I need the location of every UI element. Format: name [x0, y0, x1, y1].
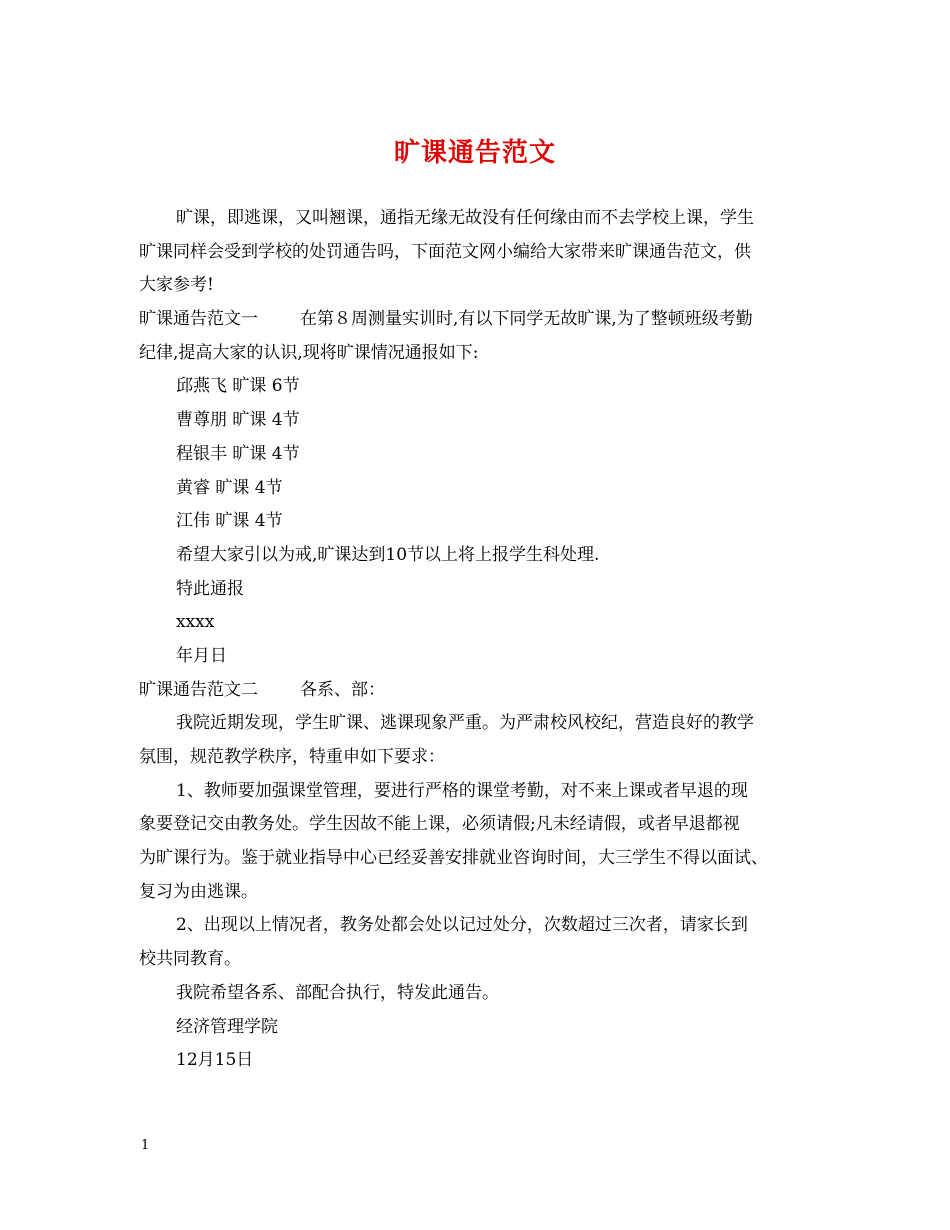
document-body	[139, 202, 819, 1078]
student-row: 邱燕飞 旷课 6节	[176, 376, 300, 397]
section2-item1-line-2: 象要登记交由教务处。学生因故不能上课，必须请假;凡未经请假，或者早退都视	[139, 814, 740, 835]
page-title: 旷课通告范文	[393, 138, 556, 168]
section2-heading-line	[139, 674, 819, 708]
intro-line-1: 旷课，即逃课，又叫翘课，通指无缘无故没有任何缘由而不去学校上课，学生	[176, 208, 754, 228]
section2-addressee: 各系、部：	[300, 679, 385, 700]
section1-second-line: 纪律,提高大家的认识,现将旷课情况通报如下:	[139, 342, 479, 363]
section2-item2-line-1: 2、出现以上情况者，教务处都会处以记过处分，次数超过三次者，请家长到	[176, 915, 748, 936]
section1-heading-line	[139, 303, 819, 337]
section2-closing: 我院希望各系、部配合执行，特发此通告。	[176, 982, 499, 1003]
section1-first-line: 在第８周测量实训时,有以下同学无故旷课,为了整顿班级考勤	[300, 309, 753, 330]
section1-date: 年月日	[176, 645, 227, 666]
section2-paragraph1-line-1: 我院近期发现，学生旷课、逃课现象严重。为严肃校风校纪，营造良好的教学	[176, 713, 754, 734]
student-row: 黄睿 旷课 4节	[176, 477, 283, 498]
student-row: 江伟 旷课 4节	[176, 511, 283, 532]
section2-signature: 经济管理学院	[176, 1016, 278, 1037]
section1-warning: 希望大家引以为戒,旷课达到10节以上将上报学生科处理.	[176, 544, 600, 565]
section1-signature: xxxx	[176, 612, 215, 633]
page-number: 1	[141, 1138, 150, 1153]
student-row: 曹尊朋 旷课 4节	[176, 410, 300, 431]
student-row: 程银丰 旷课 4节	[176, 443, 300, 464]
section2-item1-line-1: 1、教师要加强课堂管理，要进行严格的课堂考勤，对不来上课或者早退的现	[176, 780, 748, 801]
section1-heading: 旷课通告范文一	[139, 309, 258, 330]
section2-paragraph1-line-2: 氛围，规范教学秩序，特重申如下要求：	[139, 747, 445, 767]
section2-item1-line-3: 为旷课行为。鉴于就业指导中心已经妥善安排就业咨询时间，大三学生不得以面试、	[139, 848, 768, 869]
section2-date: 12月15日	[176, 1050, 254, 1071]
section2-item2-line-2: 校共同教育。	[139, 949, 241, 970]
intro-line-2: 旷课同样会受到学校的处罚通告吗，下面范文网小编给大家带来旷课通告范文，供	[139, 241, 751, 262]
section2-heading: 旷课通告范文二	[139, 679, 258, 700]
section2-item1-line-4: 复习为由逃课。	[139, 881, 258, 902]
section1-closing: 特此通报	[176, 578, 244, 599]
intro-line-3: 大家参考!	[139, 275, 214, 296]
